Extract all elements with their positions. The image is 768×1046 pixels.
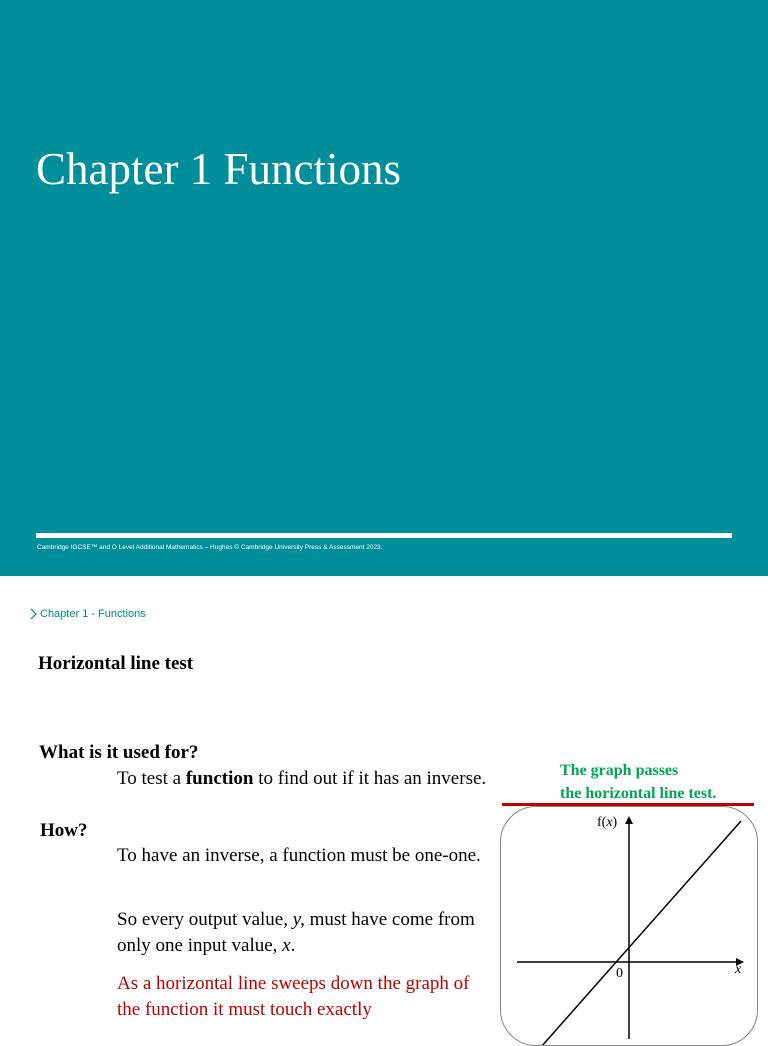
callout-text: [560, 759, 716, 805]
p2-pre: So every output value,: [117, 909, 293, 930]
callout-line-2: the horizontal line test.: [560, 785, 717, 802]
function-line: [541, 821, 741, 1046]
p2-y: y,: [292, 909, 305, 930]
answer-text-pre: To test a: [117, 768, 186, 789]
x-axis-label: x: [735, 962, 742, 977]
p2-x: x: [282, 935, 291, 956]
content-slide: [0, 576, 768, 1024]
paragraph-sweep: As a horizontal line sweeps down the graph of the function it must touch exactly: [117, 973, 470, 1020]
breadcrumb[interactable]: [30, 608, 146, 620]
question-how: How?: [40, 820, 88, 841]
divider-rule: [36, 533, 732, 538]
callout-line-1: The graph passes: [560, 762, 679, 779]
section-heading: Horizontal line test: [38, 653, 194, 674]
question-used-for: What is it used for?: [39, 742, 199, 763]
copyright-footer: Cambridge IGCSE™ and O Level Additional Mathematics – Hughes © Cambridge University Press & Assessment 2023.: [37, 544, 383, 551]
answer-text-bold: function: [185, 768, 254, 789]
slide-title: Chapter 1 Functions: [36, 144, 401, 194]
graph-svg: [501, 807, 758, 1046]
y-axis-arrow: [625, 816, 633, 824]
p2-post: .: [290, 935, 296, 956]
paragraph-output-input: [117, 907, 487, 959]
answer-used-for: [117, 768, 486, 790]
answer-text-post: to find out if it has an inverse.: [253, 768, 487, 789]
y-axis-label: f(x): [597, 815, 618, 830]
p2-mid: must have come from only one input value,: [117, 909, 475, 956]
breadcrumb-label: Chapter 1 - Functions: [40, 608, 146, 620]
origin-label: 0: [616, 966, 623, 981]
function-graph: [500, 806, 758, 1046]
paragraph-one-one: To have an inverse, a function must be one-one.: [117, 845, 481, 866]
chevron-right-icon: [30, 608, 38, 620]
